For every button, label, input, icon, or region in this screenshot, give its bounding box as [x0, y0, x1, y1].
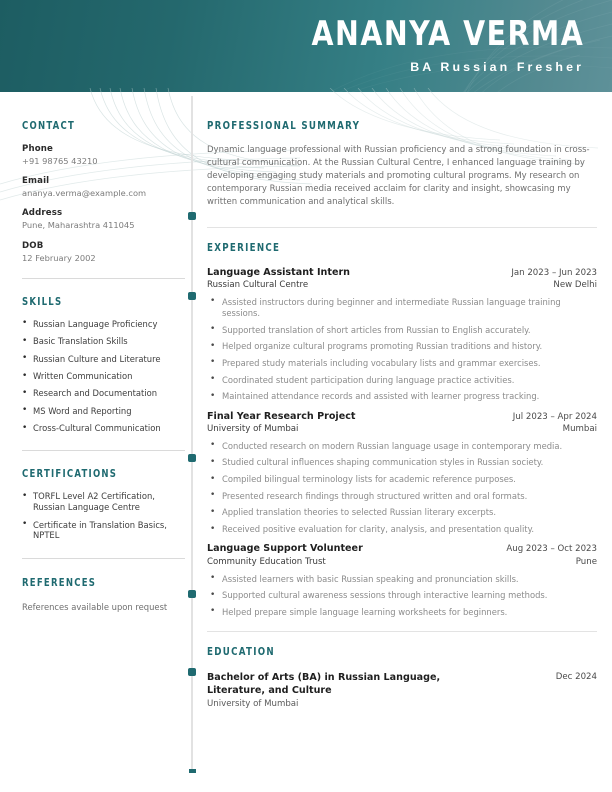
education-institution: University of Mumbai: [207, 699, 299, 710]
job-organization: University of Mumbai: [207, 423, 299, 434]
job-location: Pune: [575, 556, 597, 567]
education-entry: [207, 672, 597, 709]
contact-value: Pune, Maharashtra 411045: [22, 220, 135, 231]
list-item: • Russian Culture and Literature: [22, 354, 173, 365]
certifications-section-title: CERTIFICATIONS: [22, 468, 118, 481]
job-date: Jul 2023 – Apr 2024: [512, 411, 597, 422]
experience-entry-subheader: [207, 424, 597, 434]
experience-entry: [207, 267, 597, 403]
section-professional-summary: [207, 92, 597, 209]
job-bullet-list: [207, 297, 597, 403]
summary-section-title: PROFESSIONAL SUMMARY: [207, 120, 361, 132]
main-content: [207, 92, 597, 709]
job-location: Mumbai: [562, 423, 597, 434]
sidebar-section-skills: [22, 296, 173, 434]
main-divider: [207, 227, 597, 228]
skills-section-title: SKILLS: [22, 295, 63, 308]
job-bullet-list: [207, 574, 597, 619]
list-item: • Coordinated student participation during language practice activities.: [207, 375, 597, 386]
sidebar-divider: [22, 450, 185, 451]
list-item: • MS Word and Reporting: [22, 406, 173, 417]
contact-item-dob: [22, 241, 173, 264]
contact-item-email: [22, 176, 173, 199]
sidebar-divider: [22, 558, 185, 559]
list-item: • Conducted research on modern Russian language usage in contemporary media.: [207, 441, 597, 452]
list-item: • Certificate in Translation Basics, NPTEL: [22, 520, 173, 542]
sidebar: [0, 92, 191, 614]
list-item: • Received positive evaluation for clarity, analysis, and presentation quality.: [207, 524, 597, 535]
list-item: • Applied translation theories to selected Russian literary excerpts.: [207, 507, 597, 518]
job-organization: Russian Cultural Centre: [207, 279, 309, 290]
references-section-title: REFERENCES: [22, 577, 97, 590]
candidate-name: ANANYA VERMA: [311, 14, 584, 54]
job-date: Aug 2023 – Oct 2023: [506, 544, 597, 555]
job-bullet-list: [207, 441, 597, 536]
contact-list: [22, 144, 173, 264]
references-text: References available upon request: [22, 602, 168, 613]
sidebar-section-certifications: [22, 468, 173, 541]
contact-label: Email: [22, 176, 50, 187]
list-item: • Compiled bilingual terminology lists for academic reference purposes.: [207, 474, 597, 485]
list-item: • Written Communication: [22, 371, 173, 382]
main-divider: [207, 631, 597, 632]
job-date: Jan 2023 – Jun 2023: [511, 267, 597, 278]
list-item: • TORFL Level A2 Certification, Russian Language Centre: [22, 491, 173, 513]
contact-label: Phone: [22, 144, 54, 154]
education-date: Dec 2024: [555, 672, 597, 683]
list-item: • Helped prepare simple language learning worksheets for beginners.: [207, 607, 597, 618]
sidebar-section-references: [22, 577, 173, 613]
list-item: • Basic Translation Skills: [22, 336, 173, 347]
timeline-rail: [191, 96, 193, 772]
job-organization: Community Education Trust: [207, 556, 326, 567]
experience-entry-header: [207, 411, 597, 423]
list-item: • Helped organize cultural programs promoting Russian traditions and history.: [207, 341, 597, 352]
contact-section-title: CONTACT: [22, 120, 76, 132]
contact-label: Address: [22, 208, 63, 219]
education-degree: Bachelor of Arts (BA) in Russian Language, Literature, and Culture: [207, 672, 441, 696]
list-item: • Prepared study materials including vocabulary lists and grammar exercises.: [207, 358, 597, 369]
experience-entry: [207, 543, 597, 618]
sidebar-section-contact: [22, 92, 173, 264]
contact-label: DOB: [22, 240, 44, 251]
job-location: New Delhi: [553, 279, 597, 290]
timeline-dot: [188, 668, 196, 676]
job-title: Language Assistant Intern: [207, 266, 351, 278]
timeline-end-cap: [189, 769, 196, 773]
experience-entry-header: [207, 543, 597, 555]
list-item: • Studied cultural influences shaping communication styles in Russian society.: [207, 457, 597, 468]
contact-item-address: [22, 208, 173, 231]
section-experience: [207, 242, 597, 619]
list-item: • Presented research findings through structured written and oral formats.: [207, 491, 597, 502]
list-item: • Cross-Cultural Communication: [22, 423, 173, 434]
list-item: • Supported translation of short articles from Russian to English accurately.: [207, 325, 597, 336]
experience-entry-subheader: [207, 280, 597, 290]
experience-entry: [207, 411, 597, 536]
contact-value: 12 February 2002: [22, 252, 96, 263]
education-entry-header: [207, 672, 597, 697]
contact-value[interactable]: +91 98765 43210: [22, 156, 98, 166]
education-section-title: EDUCATION: [207, 646, 275, 659]
certifications-list: [22, 491, 173, 541]
experience-entry-subheader: [207, 557, 597, 567]
list-item: • Assisted learners with basic Russian speaking and pronunciation skills.: [207, 574, 597, 585]
sidebar-divider: [22, 278, 185, 279]
resume-header: [0, 0, 612, 92]
experience-section-title: EXPERIENCE: [207, 241, 281, 254]
header-text-block: [291, 14, 584, 74]
summary-text: Dynamic language professional with Russian proficiency and a strong foundation in cross-cultural communication. At the Russian Cultural Centre, I enhanced language training by developing engaging study materials and promoting cultural programs. My research on contemporary Russian media received acclaim for clarity and insight, showcasing my written communication and analytical skills.: [207, 145, 590, 207]
job-title: Final Year Research Project: [207, 410, 356, 422]
skills-list: [22, 319, 173, 434]
list-item: • Assisted instructors during beginner and intermediate Russian language training sessions.: [207, 297, 597, 319]
candidate-role: BA Russian Fresher: [410, 59, 584, 74]
list-item: • Maintained attendance records and assisted with learner progress tracking.: [207, 391, 597, 402]
list-item: • Russian Language Proficiency: [22, 319, 173, 330]
list-item: • Research and Documentation: [22, 388, 173, 399]
job-title: Language Support Volunteer: [207, 543, 363, 555]
contact-value[interactable]: ananya.verma@example.com: [22, 188, 147, 199]
section-education: [207, 646, 597, 709]
contact-item-phone: [22, 144, 173, 167]
list-item: • Supported cultural awareness sessions through interactive learning methods.: [207, 590, 597, 601]
experience-entry-header: [207, 267, 597, 279]
